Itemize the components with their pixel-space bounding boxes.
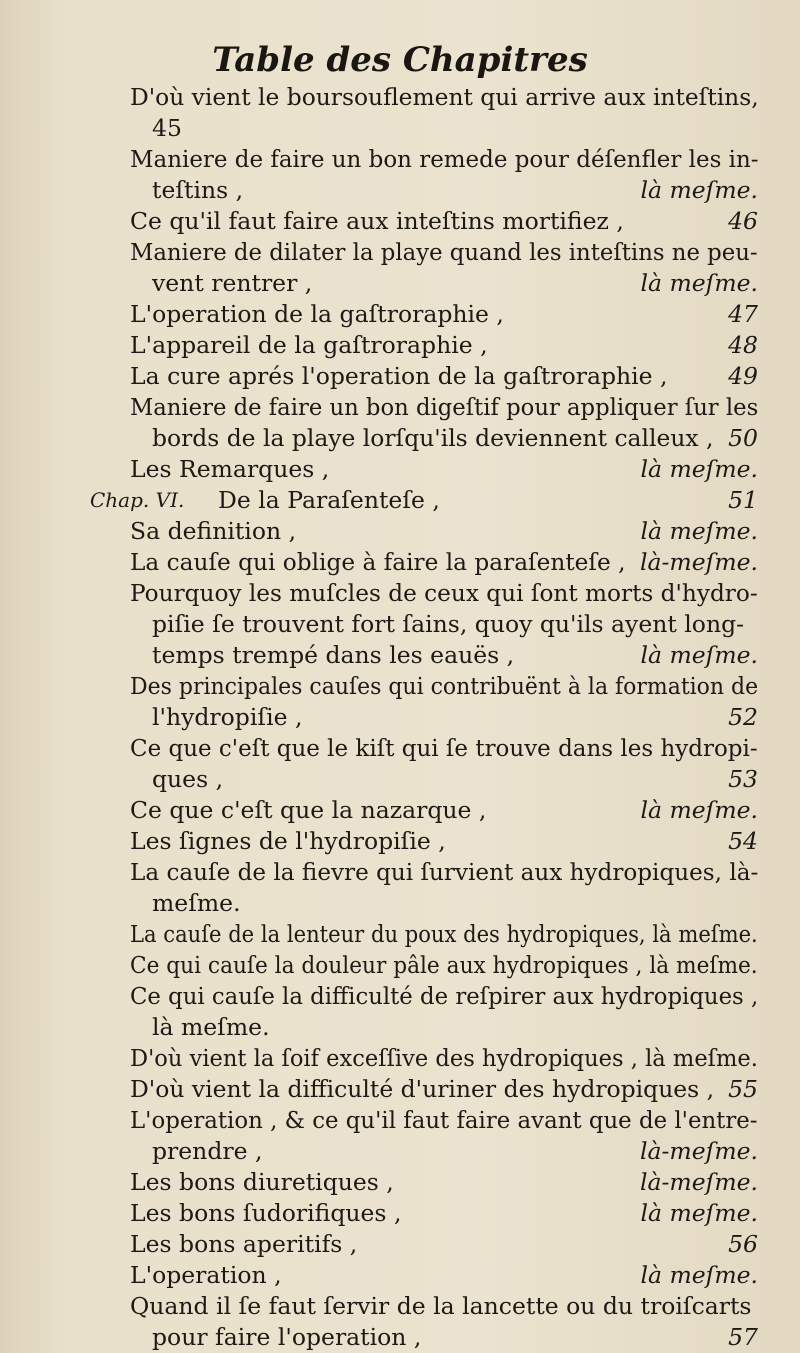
entry-text: temps trempé dans les eauës , [152, 641, 515, 669]
toc-entry [130, 671, 758, 733]
entry-line [130, 950, 758, 981]
entry-line [130, 1260, 758, 1291]
entry-text: Ce qui cauſe la douleur pâle aux hydropiques , là meſme. [130, 951, 758, 979]
entry-text: D'où vient la difficulté d'uriner des hydropiques , [130, 1075, 715, 1103]
entry-line [130, 547, 758, 578]
entry-text: De la Paraſenteſe , [218, 486, 440, 514]
entry-text: teſtins , [152, 176, 244, 204]
page-reference: là-meſme. [639, 1137, 758, 1165]
entry-line [130, 888, 758, 919]
toc-entry [130, 733, 758, 795]
entry-line [130, 1012, 758, 1043]
page-reference: là meſme. [640, 1261, 758, 1289]
entry-line [130, 299, 758, 330]
toc-entry [130, 330, 758, 361]
entry-text: L'operation , [130, 1261, 282, 1289]
toc-entry [130, 1260, 758, 1291]
entry-text: La cure aprés l'operation de la gaſtroraphie , [130, 362, 668, 390]
toc-entry [130, 516, 758, 547]
entry-text: vent rentrer , [152, 269, 313, 297]
entry-text: piſie ſe trouvent fort ſains, quoy qu'ils ayent long- [152, 610, 745, 638]
entry-text: L'operation , & ce qu'il faut faire avant que de l'entre- [130, 1106, 758, 1134]
toc-entry [130, 547, 758, 578]
entry-line [130, 113, 758, 144]
entry-text: Maniere de faire un bon remede pour déſenfler les in- [130, 145, 759, 173]
page-reference: 51 [728, 486, 758, 514]
toc-entry [130, 1167, 758, 1198]
toc-entry [130, 361, 758, 392]
page-reference: là meſme. [640, 796, 758, 824]
entry-text: La cauſe de la lenteur du poux des hydropiques, là meſme. [130, 920, 758, 948]
toc-entry [130, 1291, 758, 1353]
entry-line [130, 1043, 758, 1074]
toc-entry [130, 1198, 758, 1229]
entry-line [130, 516, 758, 547]
entry-line [130, 1167, 758, 1198]
entry-text: 45 [152, 114, 182, 142]
page-reference: 52 [728, 703, 758, 731]
table-of-contents [0, 82, 800, 1353]
toc-entry [130, 144, 758, 206]
entry-line [130, 1105, 758, 1136]
toc-entry [130, 919, 758, 950]
entry-text: Ce que c'eſt que la nazarque , [130, 796, 487, 824]
entry-text: pour faire l'operation , [152, 1323, 422, 1351]
running-header: Table des Chapitres [212, 40, 588, 80]
entry-line [130, 1322, 758, 1353]
entry-text: D'où vient le boursouflement qui arrive aux inteſtins, [130, 83, 759, 111]
entry-line [130, 981, 758, 1012]
entry-text: l'hydropiſie , [152, 703, 303, 731]
page-reference: là-meſme. [639, 1168, 758, 1196]
page-reference: 46 [728, 207, 758, 235]
toc-entry [130, 1074, 758, 1105]
toc-entry [130, 237, 758, 299]
toc-entry [130, 1043, 758, 1074]
entry-line [130, 578, 758, 609]
entry-line [130, 82, 758, 113]
entry-line [130, 330, 758, 361]
entry-text: Les bons aperitifs , [130, 1230, 358, 1258]
entry-text: Les bons ſudorifiques , [130, 1199, 402, 1227]
page-reference: là meſme. [640, 176, 758, 204]
page-reference: 49 [728, 362, 758, 390]
entry-line [130, 919, 758, 950]
entry-text: L'appareil de la gaſtroraphie , [130, 331, 488, 359]
page-reference: là meſme. [640, 517, 758, 545]
entry-line [130, 733, 758, 764]
entry-line [130, 671, 758, 702]
entry-text: Quand il ſe faut ſervir de la lancette ou du troiſcarts [130, 1292, 752, 1320]
entry-line [130, 857, 758, 888]
toc-entry [130, 206, 758, 237]
entry-text: Les Remarques , [130, 455, 330, 483]
toc-entry [130, 454, 758, 485]
page-reference: 50 [728, 424, 758, 452]
entry-text: Ce qui cauſe la difficulté de reſpirer aux hydropiques , [130, 982, 759, 1010]
entry-text: La cauſe qui oblige à faire la paraſenteſe , [130, 548, 626, 576]
entry-line [130, 609, 758, 640]
page-reference: là meſme. [640, 641, 758, 669]
entry-text: Ce que c'eſt que le kiſt qui ſe trouve dans les hydropi- [130, 734, 758, 762]
entry-line [130, 1229, 758, 1260]
entry-line [130, 826, 758, 857]
entry-line [130, 764, 758, 795]
entry-line [130, 1198, 758, 1229]
toc-entry [90, 485, 758, 516]
toc-entry [130, 857, 758, 919]
entry-line [130, 1136, 758, 1167]
entry-text: Maniere de dilater la playe quand les inteſtins ne peu- [130, 238, 758, 266]
page-reference: 57 [728, 1323, 758, 1351]
page-reference: 54 [728, 827, 758, 855]
toc-entry [130, 392, 758, 454]
page-reference: 47 [728, 300, 758, 328]
entry-line [130, 640, 758, 671]
toc-entry [130, 981, 758, 1043]
page-reference: là meſme. [640, 455, 758, 483]
chapter-label: Chap. VI. [90, 488, 185, 512]
page-reference: là meſme. [640, 1199, 758, 1227]
entry-line [130, 702, 758, 733]
entry-text: Pourquoy les muſcles de ceux qui ſont morts d'hydro- [130, 579, 758, 607]
entry-line [130, 795, 758, 826]
page-reference: là meſme. [640, 269, 758, 297]
entry-line [130, 1074, 758, 1105]
toc-entry [130, 578, 758, 671]
toc-entry [130, 113, 758, 144]
toc-entry [130, 1105, 758, 1167]
entry-text: Des principales cauſes qui contribuënt à la formation de [130, 672, 759, 700]
entry-line [130, 423, 758, 454]
entry-text: Les ſignes de l'hydropiſie , [130, 827, 446, 855]
entry-text: prendre , [152, 1137, 263, 1165]
entry-text: là meſme. [152, 1013, 270, 1041]
entry-text: meſme. [152, 889, 241, 917]
toc-entry [130, 826, 758, 857]
toc-entry [130, 1229, 758, 1260]
entry-text: Sa definition , [130, 517, 297, 545]
page-reference: 53 [728, 765, 758, 793]
entry-line [130, 361, 758, 392]
toc-entry [130, 795, 758, 826]
page-reference: 56 [728, 1230, 758, 1258]
page-reference: 55 [728, 1075, 758, 1103]
page-reference: 48 [728, 331, 758, 359]
entry-line [130, 485, 758, 516]
entry-line [130, 454, 758, 485]
entry-text: Ce qu'il faut faire aux inteſtins mortifiez , [130, 207, 624, 235]
page-reference: là-meſme. [639, 548, 758, 576]
entry-text: Maniere de faire un bon digeſtif pour appliquer ſur les [130, 393, 759, 421]
entry-line [130, 268, 758, 299]
entry-text: ques , [152, 765, 224, 793]
entry-text: La cauſe de la fievre qui ſurvient aux hydropiques, là- [130, 858, 759, 886]
toc-entry [130, 82, 758, 113]
toc-entry [130, 950, 758, 981]
entry-text: D'où vient la ſoif exceſſive des hydropiques , là meſme. [130, 1044, 758, 1072]
entry-text: bords de la playe lorſqu'ils deviennent calleux , [152, 424, 714, 452]
entry-line [130, 144, 758, 175]
entry-text: Les bons diuretiques , [130, 1168, 394, 1196]
entry-text: L'operation de la gaſtroraphie , [130, 300, 504, 328]
toc-entry [130, 299, 758, 330]
entry-line [130, 175, 758, 206]
entry-line [130, 237, 758, 268]
entry-line [130, 392, 758, 423]
entry-line [130, 1291, 758, 1322]
entry-line [130, 206, 758, 237]
